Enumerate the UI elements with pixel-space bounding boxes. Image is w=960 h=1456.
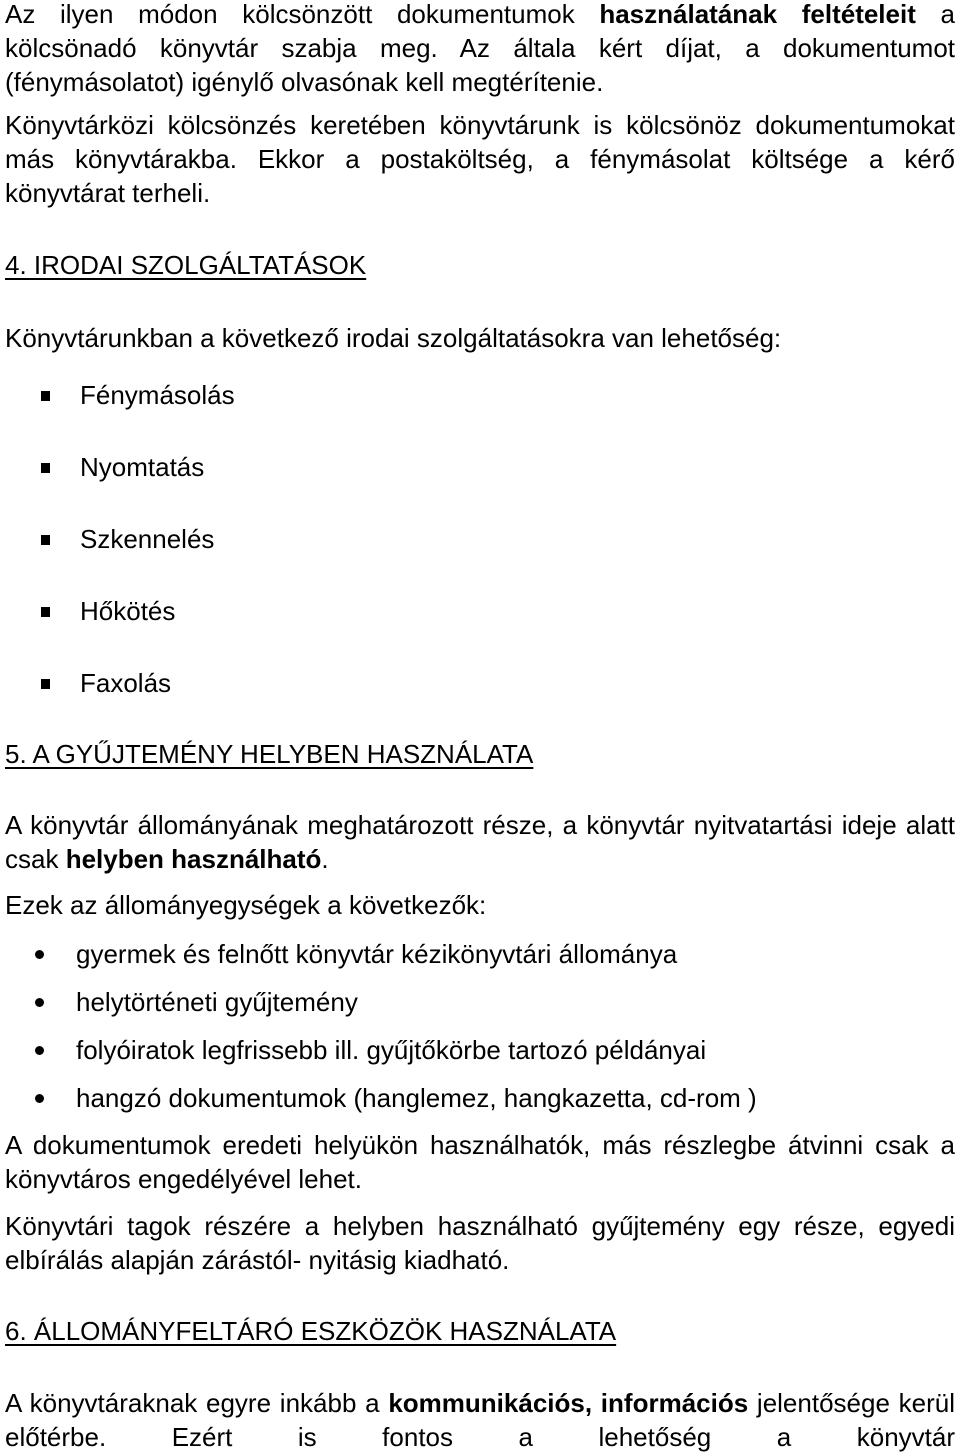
list-item <box>5 594 955 666</box>
round-bullet-icon <box>35 950 44 959</box>
list-item-label: Szkennelés <box>80 524 215 554</box>
paragraph-members-lending: Könyvtári tagok részére a helyben használható gyűjtemény egy része, egyedi elbírálás alapján zárástól- nyitásig kiadható. <box>5 1211 955 1275</box>
collection-units-list <box>5 937 955 1129</box>
text-run: a kölcsönadó könyvtár szabja meg. Az általa kért díjat, a dokumentumot (fénymásolatot) igénylő olvasónak kell megtérítenie. <box>5 0 955 97</box>
list-item <box>5 378 955 450</box>
list-item <box>5 522 955 594</box>
section-heading-5: 5. A GYŰJTEMÉNY HELYBEN HASZNÁLATA <box>5 739 534 769</box>
list-item-label: hangzó dokumentumok (hanglemez, hangkazetta, cd-rom ) <box>76 1083 757 1113</box>
square-bullet-icon <box>41 679 50 689</box>
list-item <box>5 937 955 985</box>
paragraph-usage-conditions <box>5 0 955 99</box>
list-item <box>5 1081 955 1129</box>
round-bullet-icon <box>35 998 44 1007</box>
list-item <box>5 450 955 522</box>
square-bullet-icon <box>41 463 50 473</box>
list-item-label: Faxolás <box>80 668 172 698</box>
list-item <box>5 985 955 1033</box>
office-services-list <box>5 378 955 738</box>
round-bullet-icon <box>35 1094 44 1103</box>
list-item-label: Fénymásolás <box>80 380 235 410</box>
paragraph-office-services-intro: Könyvtárunkban a következő irodai szolgáltatásokra van lehetőség: <box>5 323 782 353</box>
section-heading-6: 6. ÁLLOMÁNYFELTÁRÓ ESZKÖZÖK HASZNÁLATA <box>5 1316 617 1346</box>
bold-text: helyben használható <box>65 844 322 874</box>
text-run: jelentősége kerül előtérbe. Ezért is fontos a lehetőség a könyvtár <box>5 1388 956 1452</box>
text-run: Az ilyen módon kölcsönzött dokumentumok <box>5 0 600 29</box>
list-item-label: folyóiratok legfrissebb ill. gyűjtőkörbe tartozó példányai <box>76 1035 707 1065</box>
list-item-label: helytörténeti gyűjtemény <box>76 987 358 1017</box>
text-run: . <box>321 844 329 874</box>
text-run: A könyvtáraknak egyre inkább a <box>5 1388 389 1418</box>
paragraph-original-location: A dokumentumok eredeti helyükön használhatók, más részlegbe átvinni csak a könyvtáros engedélyével lehet. <box>5 1130 955 1194</box>
text-run: A könyvtár állományának meghatározott része, a könyvtár nyitvatartási ideje alatt csak <box>5 810 955 874</box>
paragraph-reference-only <box>5 808 955 876</box>
list-item-label: Hőkötés <box>80 596 176 626</box>
bold-text: kommunikációs, információs <box>388 1388 749 1418</box>
text-run: Könyvtárközi kölcsönzés keretében könyvtárunk is kölcsönöz dokumentumokat más könyvtárakba. Ekkor a postaköltség, a fénymásolat költsége a kérő könyvtárat terheli. <box>5 110 955 208</box>
square-bullet-icon <box>41 535 50 545</box>
paragraph-collection-units-intro: Ezek az állományegységek a következők: <box>5 890 487 920</box>
bold-text: használatának feltételeit <box>599 0 916 29</box>
section-heading-4: 4. IRODAI SZOLGÁLTATÁSOK <box>5 250 367 280</box>
list-item <box>5 666 955 738</box>
paragraph-interlibrary-loan <box>5 108 955 210</box>
round-bullet-icon <box>35 1046 44 1055</box>
list-item-label: Nyomtatás <box>80 452 205 482</box>
square-bullet-icon <box>41 391 50 401</box>
list-item-label: gyermek és felnőtt könyvtár kézikönyvtári állománya <box>76 939 678 969</box>
paragraph-communication-role <box>5 1386 955 1454</box>
list-item <box>5 1033 955 1081</box>
square-bullet-icon <box>41 607 50 617</box>
